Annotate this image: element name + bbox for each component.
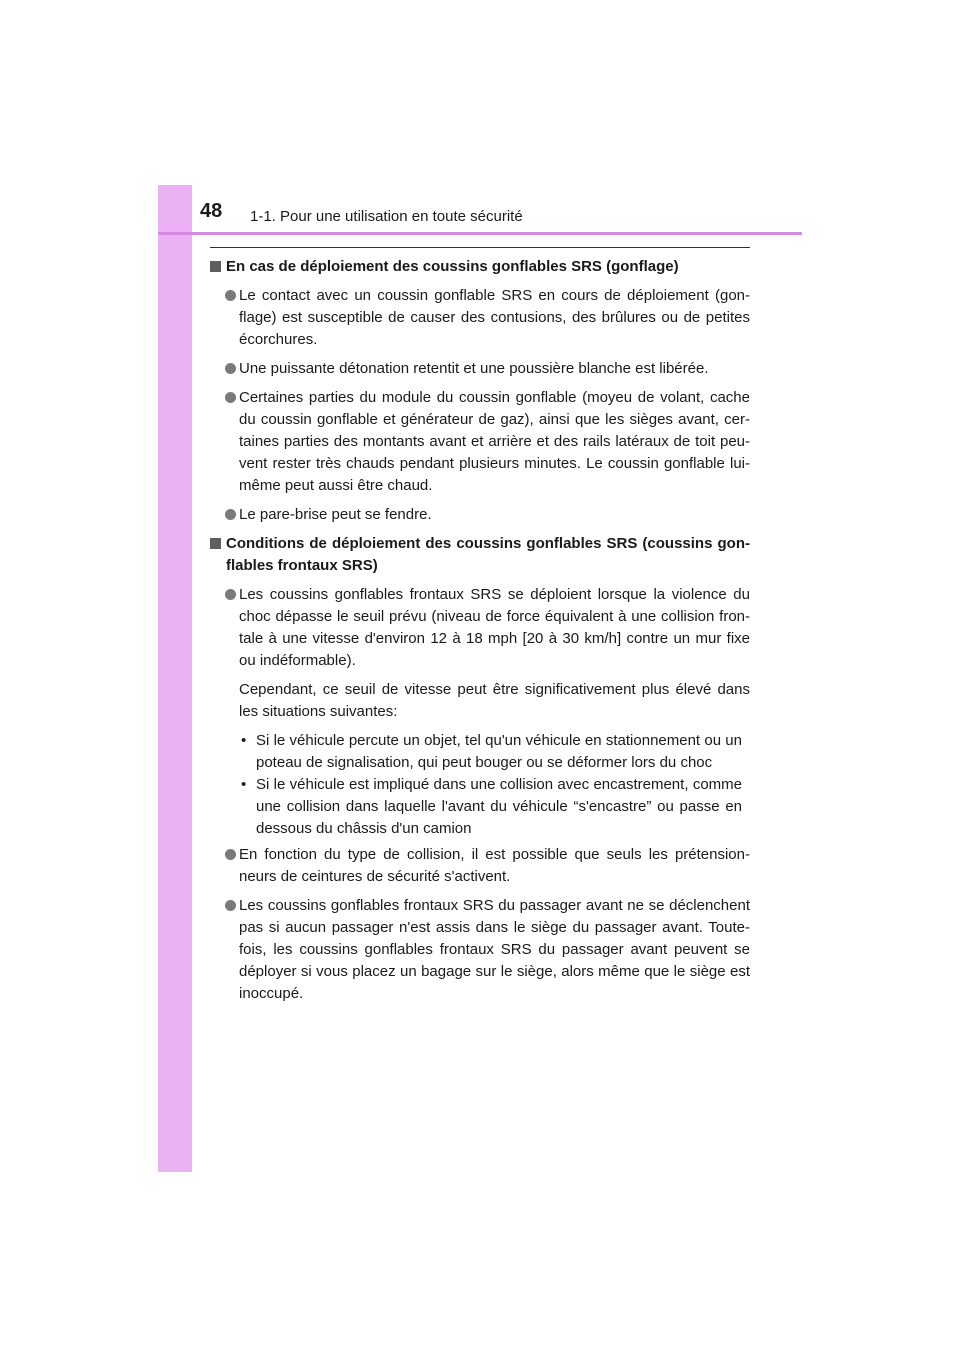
round-bullet-icon	[225, 392, 236, 403]
sub-list-item	[210, 774, 750, 840]
list-item-text: Certaines parties du module du coussin gonflable (moyeu de volant, cache du coussin gonflable et générateur de gaz), ainsi que les sièges avant, cer-taines parties des montants avant et arrière et des rails latéraux de toit peu-vent rester très chauds pendant plusieurs minutes. Le coussin gonflable lui-même peut aussi être chaud.	[239, 389, 750, 494]
section-title: 1-1. Pour une utilisation en toute sécurité	[250, 208, 523, 225]
list-item	[210, 504, 750, 526]
round-bullet-icon	[225, 589, 236, 600]
list-item-text: Le contact avec un coussin gonflable SRS en cours de déploiement (gon-flage) est susceptible de causer des contusions, des brûlures ou de petites écorchures.	[239, 287, 750, 348]
list-item-text: Le pare-brise peut se fendre.	[239, 506, 432, 523]
list-item-text: Une puissante détonation retentit et une poussière blanche est libérée.	[239, 360, 709, 377]
sub-list-item-text: Si le véhicule est impliqué dans une collision avec encastrement, comme une collision dans laquelle l'avant du véhicule “s'encastre” ou passe en dessous du châssis d'un camion	[256, 776, 742, 837]
list-item	[210, 285, 750, 351]
list-item-text: En fonction du type de collision, il est possible que seuls les prétension-neurs de ceintures de sécurité s'activent.	[239, 846, 750, 885]
sub-list-item-text: Si le véhicule percute un objet, tel qu'un véhicule en stationnement ou un poteau de signalisation, qui peut bouger ou se déformer lors du choc	[256, 732, 742, 771]
page-content	[210, 256, 750, 1012]
square-bullet-icon	[210, 538, 221, 549]
heading-text: Conditions de déploiement des coussins gonflables SRS (coussins gon-flables frontaux SRS)	[226, 535, 750, 574]
header-rule	[158, 232, 802, 235]
round-bullet-icon	[225, 290, 236, 301]
list-item	[210, 895, 750, 1005]
page-number: 48	[200, 200, 223, 222]
round-bullet-icon	[225, 849, 236, 860]
section-heading	[210, 256, 750, 278]
list-item	[210, 387, 750, 497]
list-item-text: Les coussins gonflables frontaux SRS se déploient lorsque la violence du choc dépasse le seuil prévu (niveau de force équivalent à une collision fron-tale à une vitesse d'environ 12 à 18 mph [20 à 30 km/h] contre un mur fixe ou indéformable).	[239, 586, 750, 669]
small-bullet-mark: •	[241, 776, 247, 793]
heading-text: En cas de déploiement des coussins gonflables SRS (gonflage)	[226, 258, 679, 275]
list-item	[210, 844, 750, 888]
round-bullet-icon	[225, 363, 236, 374]
sub-list-item	[210, 730, 750, 774]
sub-list	[210, 730, 750, 840]
list-item	[210, 358, 750, 380]
list-item-text: Les coussins gonflables frontaux SRS du passager avant ne se déclenchent pas si aucun passager n'est assis dans le siège du passager avant. Toute-fois, les coussins gonflables frontaux SRS du passager avant peuvent se déployer si vous placez un bagage sur le siège, alors même que le siège est inoccupé.	[239, 897, 750, 1002]
round-bullet-icon	[225, 900, 236, 911]
round-bullet-icon	[225, 509, 236, 520]
small-bullet-mark: •	[241, 732, 247, 749]
section-heading	[210, 533, 750, 577]
square-bullet-icon	[210, 261, 221, 272]
content-rule	[210, 247, 750, 248]
paragraph: Cependant, ce seuil de vitesse peut être significativement plus élevé dans les situations suivantes:	[239, 681, 750, 720]
chapter-side-tab	[158, 185, 192, 1172]
list-item	[210, 584, 750, 672]
